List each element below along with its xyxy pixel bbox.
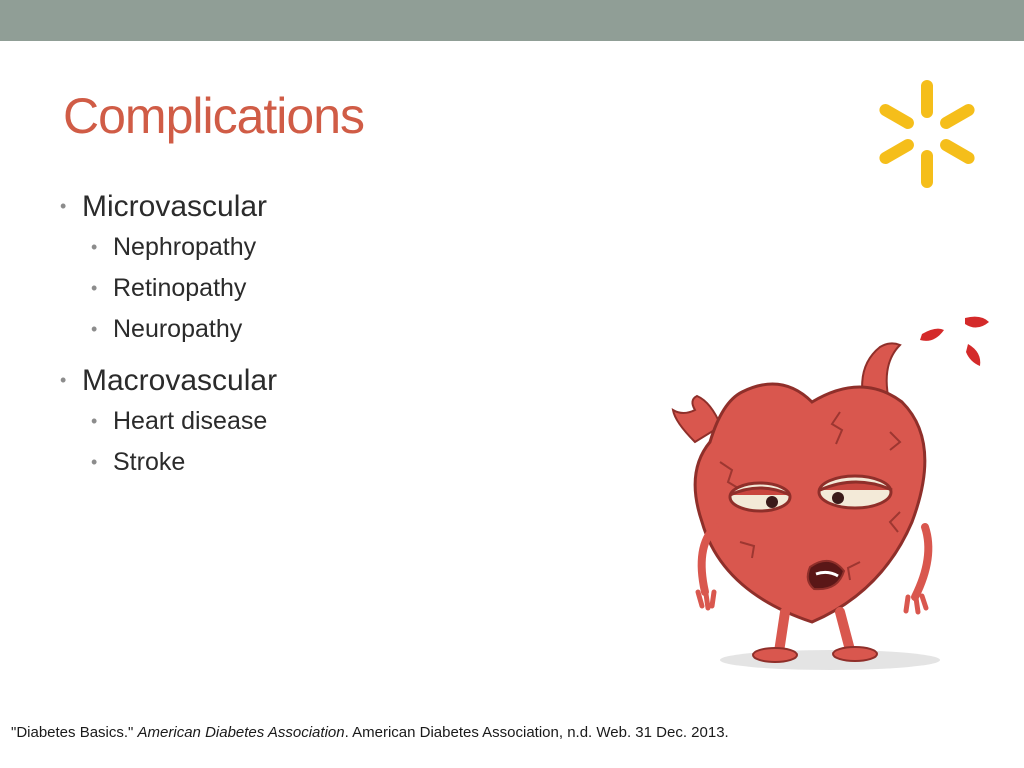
bullet-label: Macrovascular — [82, 364, 278, 397]
bullet-macrovascular — [60, 360, 620, 401]
sub-bullet-heart-disease — [60, 401, 620, 442]
sub-bullet-retinopathy — [60, 268, 620, 309]
sub-bullet-stroke — [60, 442, 620, 483]
bullet-label: Heart disease — [113, 407, 268, 435]
bullet-dot: • — [91, 278, 98, 298]
bullet-label: Neuropathy — [113, 315, 243, 343]
bullet-label: Stroke — [113, 448, 186, 476]
sunburst-logo-icon — [871, 78, 983, 190]
bullet-dot: • — [91, 452, 98, 472]
bullet-dot: • — [91, 237, 98, 257]
citation-part3: . American Diabetes Association, n.d. Web. 31 Dec. 2013. — [344, 724, 729, 741]
bullet-label: Retinopathy — [113, 274, 247, 302]
bullet-list — [60, 186, 620, 483]
sub-bullet-neuropathy — [60, 309, 620, 350]
citation-source: American Diabetes Association — [137, 724, 345, 741]
bullet-dot: • — [60, 196, 67, 216]
sad-heart-illustration — [660, 312, 1000, 682]
citation-text — [11, 723, 751, 743]
bullet-microvascular — [60, 186, 620, 227]
sub-bullet-nephropathy — [60, 227, 620, 268]
bullet-label: Microvascular — [82, 190, 268, 223]
bullet-dot: • — [91, 319, 98, 339]
bullet-label: Nephropathy — [113, 233, 257, 261]
top-bar — [0, 0, 1024, 41]
slide-title: Complications — [63, 88, 365, 144]
bullet-dot: • — [60, 370, 67, 390]
bullet-dot: • — [91, 411, 98, 431]
citation-part1: "Diabetes Basics." — [11, 724, 138, 741]
